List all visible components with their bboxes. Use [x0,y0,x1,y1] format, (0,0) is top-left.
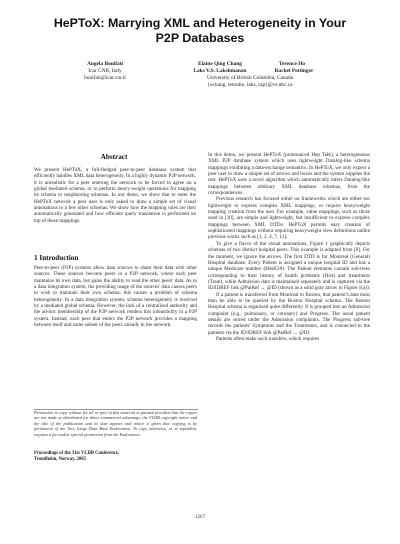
author-block [0,61,400,93]
title-line-2: P2P Databases [155,30,245,45]
author-affiliation: Icar CNR, Italy [88,67,122,74]
right-paragraph: Patients often make such transfers, which requires [216,335,320,342]
author-name: Terence Ho [278,61,306,67]
page-number: 1267 [194,514,206,520]
author-email: bonifati@icar.cnr.it [84,74,126,81]
affiliation-text: University of British Columbia, Canada [206,75,294,81]
author-chang [180,61,260,68]
title-line-1: HePToX: Marrying XML and Heterogeneity in Your [53,16,347,30]
author-name: Angela Bonifati [86,61,124,67]
right-paragraph: To give a flavor of the visual annotations, Figure 1 graphically depicts schemas of two distinct hospital peers. This example is adapted from [9]. For the moment, we ignore the arrows. The first DTD is for Montreal (General) Hospital database. Every Patient is assigned a unique hospital ID and has a unique Medicare number (MedCr#). The Patient elements contain sub-trees corresponding to their history of health problems (Hist) and treatments (Treat), while Admission data is maintained separately and is captured via the ID/IDREF link @PatRef → @ID (shown as a solid gray arrow in Figure 1(a)). [208,240,370,292]
ubc-affiliation [170,75,330,89]
author-name: Elaine Qing Chang [197,61,243,67]
right-paragraph: Previous research has focused either on frameworks which are either too lightweight to express complex XML mappings, or require heavyweight mapping creation from the user. For example, value mappings, such as those used in [10], are simple and lightweight, but insufficient to express complex mappings between XML DTDs. HePToX permits easy creation of sophisticated mappings without requiring heavyweight view definitions unlike previous works such as [1, 2, 4, 7, 11]. [208,196,370,241]
copyright-footnote: Permission to copy without fee all or part of this material is granted provided that the copies are not made or distributed for direct commercial advantage, the VLDB copyright notice and the title of the publication and its date appear, and notice is given that copying is by permission of the Very Large Data Base Endowment. To copy otherwise, or to republish, requires a fee and/or special permission from the Endowment. [34,410,197,437]
proceedings-line-1: Proceedings of the 31st VLDB Conference, [34,451,120,456]
introduction-text [34,265,197,328]
abstract-heading: Abstract [100,153,128,161]
intro-paragraph: Peer-to-peer (P2P) systems allow data sources to share their data with other sources. These sources become peers in a P2P network, where each peer maintains its own data, but gains the ability to read the other peers' data. As in a data integration system, the providing usage of the sources' data causes peers to wish to maintain their own schema; this causes a problem of schema heterogeneity. In a data integration system, schema heterogeneity is resolved by a mediated global schema. However, the lack of a centralized authority and the ad-hoc membership of the P2P network renders this infeasibility in a P2P system. Instead, each peer that enters the P2P network provides a mapping between itself and some subset of the peers already in the network. [34,265,197,329]
author-pottinger [262,68,326,75]
abstract-text: We present HePToX, a full-fledged peer-to-peer database system that efficiently handles XML data heterogeneity. In a highly dynamic P2P network, it is unrealistic for a peer entering the network to be forced to agree on a global mediated schema, or to perform heavy-weight operations for mapping its schema to neighboring schemas. In our demo, we show that to enter the HePToX network a peer user is only asked to draw a simple set of visual annotations to a few other schemas. We show how the mapping rules are then automatically generated and how efficient query translation is performed on top of these mappings. [34,167,196,224]
right-paragraph: In this demo, we present HePToX (pronounced Hep Talk), a heterogeneous XML P2P database system which uses lightweight Datalog-like schema mappings exhibiting a data-exchange semantics. In HePToX, we only expect a peer user to draw a simple set of arrows and boxes and the system supplies the rest. HePToX uses a novel algorithm which automatically infers Datalog-like mappings between arbitrary XML database schemas, from the correspondences. [208,152,370,197]
author-name: Laks V.S. Lakshmanan [193,68,247,74]
right-column [208,152,370,342]
author-name: Rachel Pottinger [274,68,314,74]
proceedings-info [34,451,197,462]
author-lakshmanan [177,68,263,75]
introduction-heading: 1 Introduction [34,254,79,262]
right-paragraph: If a patient is transferred from Montreal to Boston, that patient's data must then be able to be queried by the Boston Hospital schema. The Boston Hospital schema is organized quite differently. It is grouped into an Admission complaint (e.g., pulmonary, or coronary) and Progress. The usual patient details are stored under the Admission complaints. The Progress sub-tree records the patients' Symptoms and the Treatments, and is connected to the patients via the ID/IDREF link @PatRef → @ID. [208,291,370,336]
paper-title [0,16,400,45]
author-bonifati [60,61,150,81]
ubc-emails: {echang, tetonho, laks, rap}@cs.ubc.ca [207,81,293,88]
proceedings-line-2: Trondheim, Norway, 2005 [34,456,86,462]
author-ho [262,61,322,68]
